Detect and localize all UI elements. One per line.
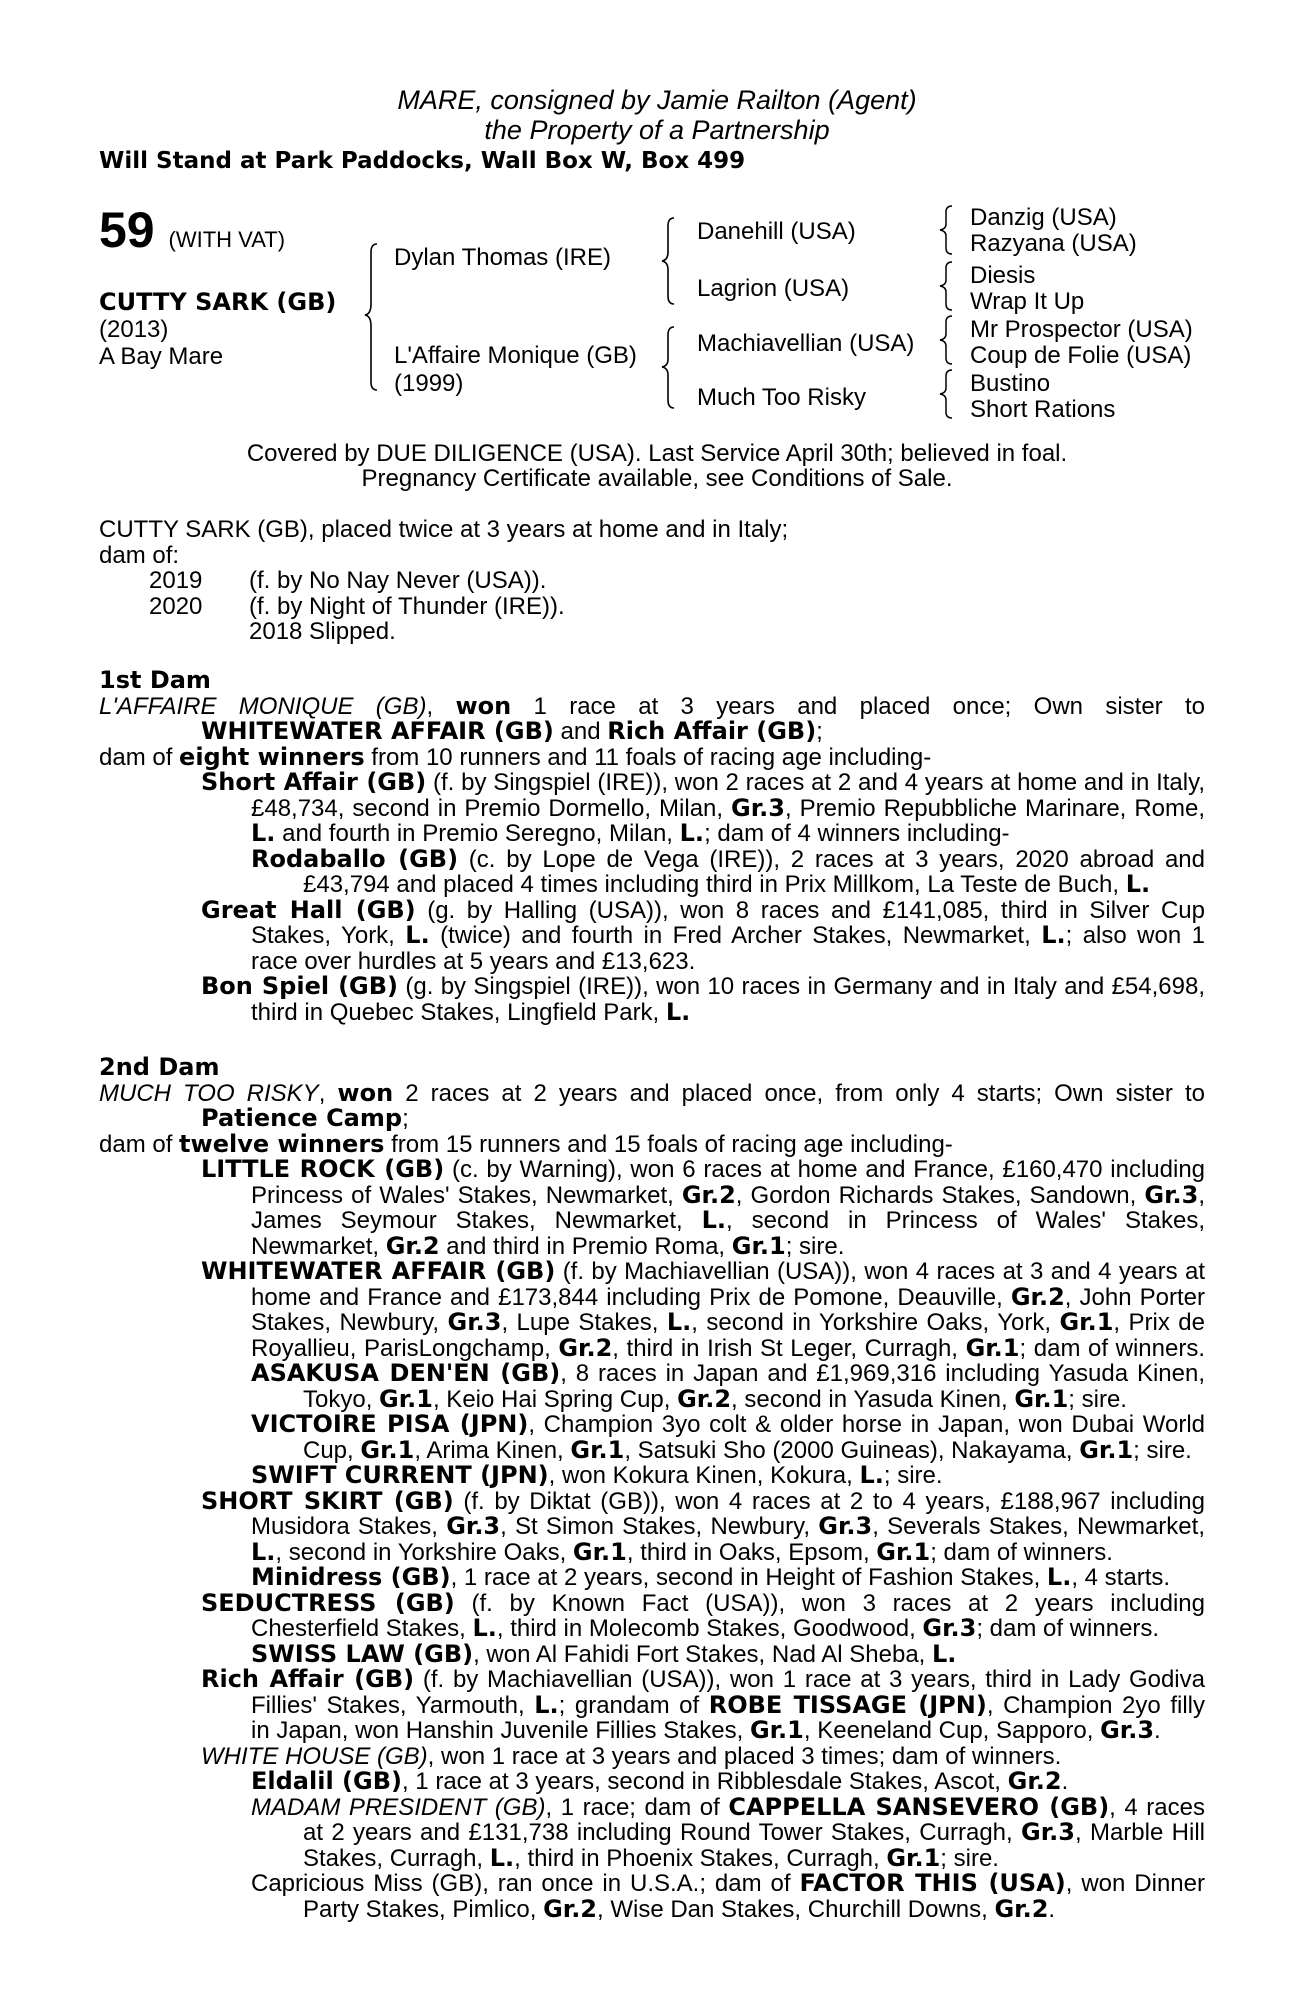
pedigree-bracket-sire (662, 216, 682, 306)
second-dam-line: Stakes, Newbury, Gr.3, Lupe Stakes, L., second in Yorkshire Oaks, York, Gr.1, Prix de (251, 1308, 1205, 1336)
second-dam-line: Minidress (GB), 1 race at 2 years, second in Height of Fashion Stakes, L., 4 starts. (251, 1563, 1171, 1591)
produce-row-2020 (99, 594, 1205, 620)
second-dam-line: Capricious Miss (GB), ran once in U.S.A.; dam of FACTOR THIS (USA), won Dinner (251, 1869, 1205, 1897)
first-dam-section (99, 668, 1205, 1025)
second-dam-line: SWISS LAW (GB), won Al Fahidi Fort Stakes, Nad Al Sheba, L. (251, 1639, 957, 1668)
horse-name: CUTTY SARK (GB) (99, 288, 337, 316)
second-dam-line: WHITE HOUSE (GB), won 1 race at 3 years and placed 3 times; dam of winners. (201, 1742, 1062, 1770)
first-dam-line: Bon Spiel (GB) (g. by Singspiel (IRE)), won 10 races in Germany and in Italy and £54,698, (201, 972, 1206, 1000)
second-dam-section (99, 1055, 1205, 1922)
first-dam-line: Stakes, York, L. (twice) and fourth in Fred Archer Stakes, Newmarket, L.; also won 1 (251, 921, 1205, 949)
second-dam-line: Cup, Gr.1, Arima Kinen, Gr.1, Satsuki Sho (2000 Guineas), Nakayama, Gr.1; sire. (303, 1435, 1192, 1464)
second-dam-line: Fillies' Stakes, Yarmouth, L.; grandam of ROBE TISSAGE (JPN), Champion 2yo filly (251, 1690, 1205, 1719)
first-dam-line: £48,734, second in Premio Dormello, Milan, Gr.3, Premio Repubbliche Marinare, Rome, (251, 793, 1206, 822)
lot-number-value: 59 (99, 202, 155, 258)
produce-intro: CUTTY SARK (GB), placed twice at 3 years at home and in Italy; (99, 516, 789, 543)
pedigree-dam-dam: Much Too Risky (697, 384, 866, 411)
second-dam-line: Newmarket, Gr.2 and third in Premio Roma, Gr.1; sire. (251, 1231, 845, 1260)
produce-row-slipped (99, 619, 1205, 645)
second-dam-line: at 2 years and £131,738 including Round Tower Stakes, Curragh, Gr.3, Marble Hill (303, 1818, 1205, 1846)
produce-year: 2019 (149, 567, 203, 594)
pedigree-dam-sire: Machiavellian (USA) (697, 330, 915, 357)
pedigree-dam: L'Affaire Monique (GB) (394, 342, 637, 369)
second-dam-line: in Japan, won Hanshin Juvenile Fillies Stakes, Gr.1, Keeneland Cup, Sapporo, Gr.3. (251, 1716, 1161, 1744)
produce-detail: (f. by Night of Thunder (IRE)). (249, 592, 565, 620)
second-dam-line: James Seymour Stakes, Newmarket, L., second in Princess of Wales' Stakes, (251, 1206, 1205, 1234)
pedigree-sds: Diesis (970, 262, 1036, 289)
first-dam-line: third in Quebec Stakes, Lingfield Park, L. (251, 997, 691, 1026)
second-dam-line: VICTOIRE PISA (JPN), Champion 3yo colt & older horse in Japan, won Dubai World (251, 1410, 1205, 1438)
second-dam-line: Chesterfield Stakes, L., third in Molecomb Stakes, Goodwood, Gr.3; dam of winners. (251, 1614, 1160, 1642)
produce-detail: (f. by No Nay Never (USA)). (249, 567, 547, 594)
second-dam-line: Princess of Wales' Stakes, Newmarket, Gr.2, Gordon Richards Stakes, Sandown, Gr.3, (251, 1180, 1205, 1209)
first-dam-line: Rodaballo (GB) (c. by Lope de Vega (IRE)), 2 races at 3 years, 2020 abroad and (251, 844, 1205, 873)
second-dam-line: Royallieu, ParisLongchamp, Gr.2, third in Irish St Leger, Curragh, Gr.1; dam of winners. (251, 1333, 1206, 1362)
pedigree-bracket-sd (940, 260, 956, 312)
pedigree-dss: Mr Prospector (USA) (970, 316, 1193, 343)
pedigree-bracket-main (365, 242, 385, 392)
pedigree-bracket-ss (940, 204, 956, 256)
second-dam-line: L., second in Yorkshire Oaks, Gr.1, third in Oaks, Epsom, Gr.1; dam of winners. (251, 1537, 1113, 1566)
pregnancy-line: Pregnancy Certificate available, see Conditions of Sale. (361, 465, 953, 492)
second-dam-line: dam of twelve winners from 15 runners and 15 foals of racing age including- (99, 1129, 953, 1158)
second-dam-line: SWIFT CURRENT (JPN), won Kokura Kinen, Kokura, L.; sire. (251, 1461, 943, 1489)
horse-year: (2013) (99, 316, 169, 343)
second-dam-line: SHORT SKIRT (GB) (f. by Diktat (GB)), won 4 races at 2 to 4 years, £188,967 including (201, 1486, 1205, 1515)
pedigree-sss: Danzig (USA) (970, 204, 1117, 231)
first-dam-line: dam of eight winners from 10 runners and 11 foals of racing age including- (99, 742, 932, 771)
second-dam-line: Patience Camp; (201, 1104, 409, 1132)
second-dam-line: Party Stakes, Pimlico, Gr.2, Wise Dan Stakes, Churchill Downs, Gr.2. (303, 1894, 1056, 1923)
pedigree-sdd: Wrap It Up (970, 288, 1085, 315)
second-dam-line: Eldalil (GB), 1 race at 3 years, second in Ribblesdale Stakes, Ascot, Gr.2. (251, 1767, 1069, 1795)
pedigree-ssd: Razyana (USA) (970, 230, 1137, 257)
pedigree-sire: Dylan Thomas (IRE) (394, 244, 611, 271)
second-dam-line: MUCH TOO RISKY, won 2 races at 2 years and placed once, from only 4 starts; Own sister to (99, 1078, 1205, 1107)
second-dam-line: Stakes, Curragh, L., third in Phoenix Stakes, Curragh, Gr.1; sire. (303, 1843, 999, 1872)
consignor-line: MARE, consigned by Jamie Railton (Agent) (397, 85, 917, 115)
first-dam-line: L. and fourth in Premio Seregno, Milan, L.; dam of 4 winners including- (251, 819, 1010, 847)
second-dam-line: LITTLE ROCK (GB) (c. by Warning), won 6 races at home and France, £160,470 including (201, 1155, 1206, 1183)
second-dam-line: WHITEWATER AFFAIR (GB) (f. by Machiavellian (USA)), won 4 races at 3 and 4 years at (201, 1257, 1205, 1285)
second-dam-line: Musidora Stakes, Gr.3, St Simon Stakes, Newbury, Gr.3, Severals Stakes, Newmarket, (251, 1512, 1205, 1540)
first-dam-line: L'AFFAIRE MONIQUE (GB), won 1 race at 3 years and placed once; Own sister to (99, 691, 1206, 720)
pedigree-dam-year: (1999) (394, 370, 464, 397)
first-dam-line: Great Hall (GB) (g. by Halling (USA)), won 8 races and £141,085, third in Silver Cup (201, 895, 1205, 924)
stand-location: Will Stand at Park Paddocks, Wall Box W, Box 499 (99, 148, 746, 174)
pedigree-dds: Bustino (970, 370, 1051, 397)
lot-number (99, 202, 285, 268)
vat-note: (WITH VAT) (168, 227, 286, 252)
first-dam-line: Short Affair (GB) (f. by Singspiel (IRE)), won 2 races at 2 and 4 years at home and in Italy, (201, 768, 1205, 796)
produce-detail: 2018 Slipped. (249, 618, 396, 645)
second-dam-line: Tokyo, Gr.1, Keio Hai Spring Cup, Gr.2, second in Yasuda Kinen, Gr.1; sire. (303, 1384, 1127, 1413)
first-dam-line: WHITEWATER AFFAIR (GB) and Rich Affair (GB); (201, 717, 823, 745)
first-dam-line: £43,794 and placed 4 times including third in Prix Millkom, La Teste de Buch, L. (303, 870, 1151, 898)
produce-dam-of: dam of: (99, 541, 180, 569)
second-dam-line: ASAKUSA DEN'EN (GB), 8 races in Japan and £1,969,316 including Yasuda Kinen, (251, 1359, 1206, 1387)
pedigree-ddd: Short Rations (970, 396, 1116, 423)
pedigree-sire-sire: Danehill (USA) (697, 218, 856, 245)
produce-year: 2020 (149, 592, 203, 620)
pedigree-dsd: Coup de Folie (USA) (970, 342, 1192, 369)
pedigree-sire-dam: Lagrion (USA) (697, 275, 850, 302)
second-dam-heading: 2nd Dam (99, 1053, 220, 1081)
first-dam-line: race over hurdles at 5 years and £13,623. (251, 947, 696, 975)
produce-row-2019 (99, 568, 1205, 594)
covered-line: Covered by DUE DILIGENCE (USA). Last Service April 30th; believed in foal. (246, 440, 1068, 467)
produce-record (99, 517, 1205, 645)
pedigree-bracket-dam (662, 325, 682, 410)
horse-description: A Bay Mare (99, 343, 224, 370)
second-dam-line: Rich Affair (GB) (f. by Machiavellian (USA)), won 1 race at 3 years, third in Lady Godiva (201, 1665, 1205, 1693)
second-dam-line: MADAM PRESIDENT (GB), 1 race; dam of CAPPELLA SANSEVERO (GB), 4 races (251, 1792, 1205, 1821)
pedigree-bracket-ds (940, 314, 956, 366)
first-dam-heading: 1st Dam (99, 666, 211, 694)
property-line: the Property of a Partnership (484, 115, 830, 145)
pedigree-bracket-dd (940, 368, 956, 420)
second-dam-line: SEDUCTRESS (GB) (f. by Known Fact (USA)), won 3 races at 2 years including (201, 1588, 1205, 1617)
second-dam-line: home and France and £173,844 including Prix de Pomone, Deauville, Gr.2, John Porter (251, 1282, 1205, 1311)
